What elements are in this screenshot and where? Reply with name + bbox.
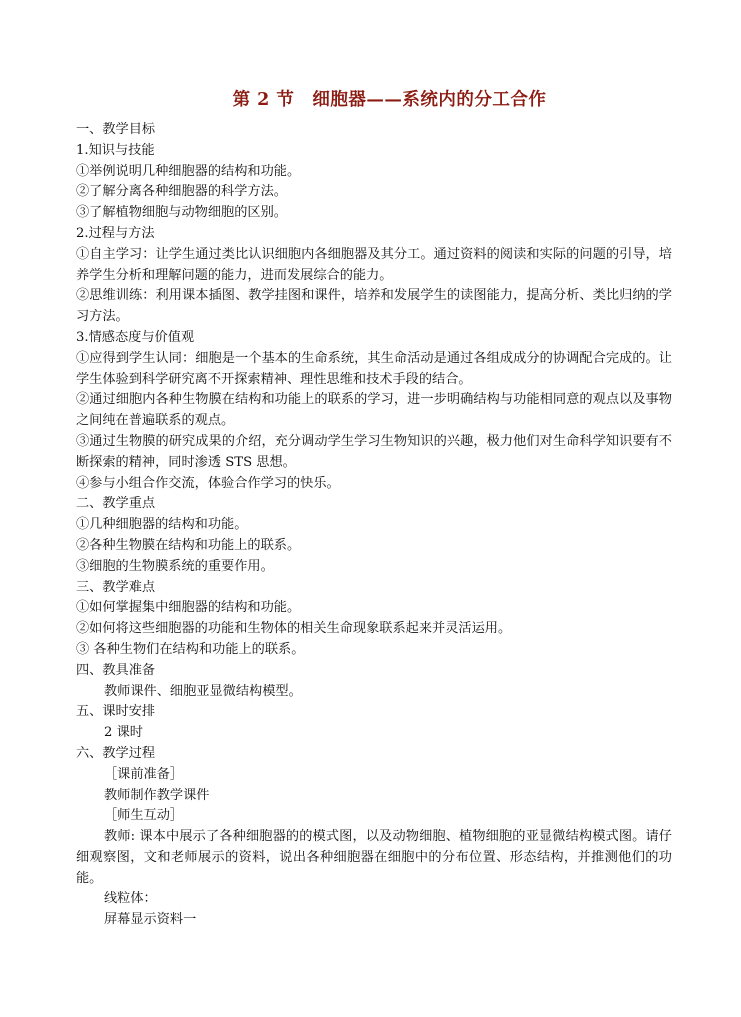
- list-item: ②各种生物膜在结构和功能上的联系。: [76, 537, 301, 553]
- list-item: ③ 各种生物们在结构和功能上的联系。: [76, 641, 305, 657]
- section-heading-difficulties: 三、教学难点: [76, 579, 156, 595]
- section-heading-key-points: 二、教学重点: [76, 496, 156, 512]
- indented-text: 教师制作教学课件: [104, 787, 210, 803]
- subheading-process-methods: 2.过程与方法: [76, 225, 155, 241]
- indented-text: ［师生互动］: [104, 808, 184, 824]
- indented-text: 教师课件、细胞亚显微结构模型。: [104, 683, 302, 699]
- list-item: ②如何将这些细胞器的功能和生物体的相关生命现象联系起来并灵活运用。: [76, 621, 512, 637]
- list-item: ①如何掌握集中细胞器的结构和功能。: [76, 600, 301, 616]
- list-item: ①举例说明几种细胞器的结构和功能。: [76, 163, 301, 179]
- subheading-knowledge-skills: 1.知识与技能: [76, 142, 155, 158]
- paragraph: ③通过生物膜的研究成果的介绍，充分调动学生学习生物知识的兴趣，极力他们对生命科学知识要有不断探索的精神，同时渗透 STS 思想。: [76, 433, 672, 470]
- section-heading-objectives: 一、教学目标: [76, 122, 156, 137]
- list-item: ①几种细胞器的结构和功能。: [76, 517, 248, 533]
- section-heading-schedule: 五、课时安排: [76, 704, 156, 720]
- document-body: [76, 120, 672, 931]
- section-heading-process: 六、教学过程: [76, 745, 156, 761]
- paragraph: ②思维训练：利用课本插图、教学挂图和课件，培养和发展学生的读图能力，提高分析、类比归纳的学习方法。: [76, 288, 672, 325]
- section-heading-teaching-aids: 四、教具准备: [76, 662, 156, 678]
- list-item: ③了解植物细胞与动物细胞的区别。: [76, 205, 287, 221]
- paragraph: ①应得到学生认同：细胞是一个基本的生命系统，其生命活动是通过各组成成分的协调配合完成的。让学生体验到科学研究离不开探索精神、理性思维和技术手段的结合。: [76, 350, 672, 387]
- indented-text: 线粒体：: [104, 891, 157, 907]
- indented-text: 屏幕显示资料一: [104, 912, 197, 928]
- list-item: ②了解分离各种细胞器的科学方法。: [76, 184, 287, 200]
- page-title: 第 2 节 细胞器——系统内的分工合作: [232, 90, 547, 110]
- paragraph: ②通过细胞内各种生物膜在结构和功能上的联系的学习，进一步明确结构与功能相同意的观点以及事物之间纯在普遍联系的观点。: [76, 392, 672, 429]
- paragraph: 教师: 课本中展示了各种细胞器的的模式图，以及动物细胞、植物细胞的亚显微结构模式图。请仔细观察图，文和老师展示的资料，说出各种细胞器在细胞中的分布位置、形态结构，并推测他们的功能。: [76, 829, 672, 886]
- list-item: ④参与小组合作交流，体验合作学习的快乐。: [76, 475, 340, 491]
- paragraph: ①自主学习：让学生通过类比认识细胞内各细胞器及其分工。通过资料的阅读和实际的问题的引导，培养学生分析和理解问题的能力，进而发展综合的能力。: [76, 246, 672, 283]
- list-item: ③细胞的生物膜系统的重要作用。: [76, 558, 274, 574]
- indented-text: ［课前准备］: [104, 766, 184, 782]
- indented-text: 2 课时: [104, 725, 143, 741]
- subheading-attitudes-values: 3.情感态度与价值观: [76, 329, 195, 345]
